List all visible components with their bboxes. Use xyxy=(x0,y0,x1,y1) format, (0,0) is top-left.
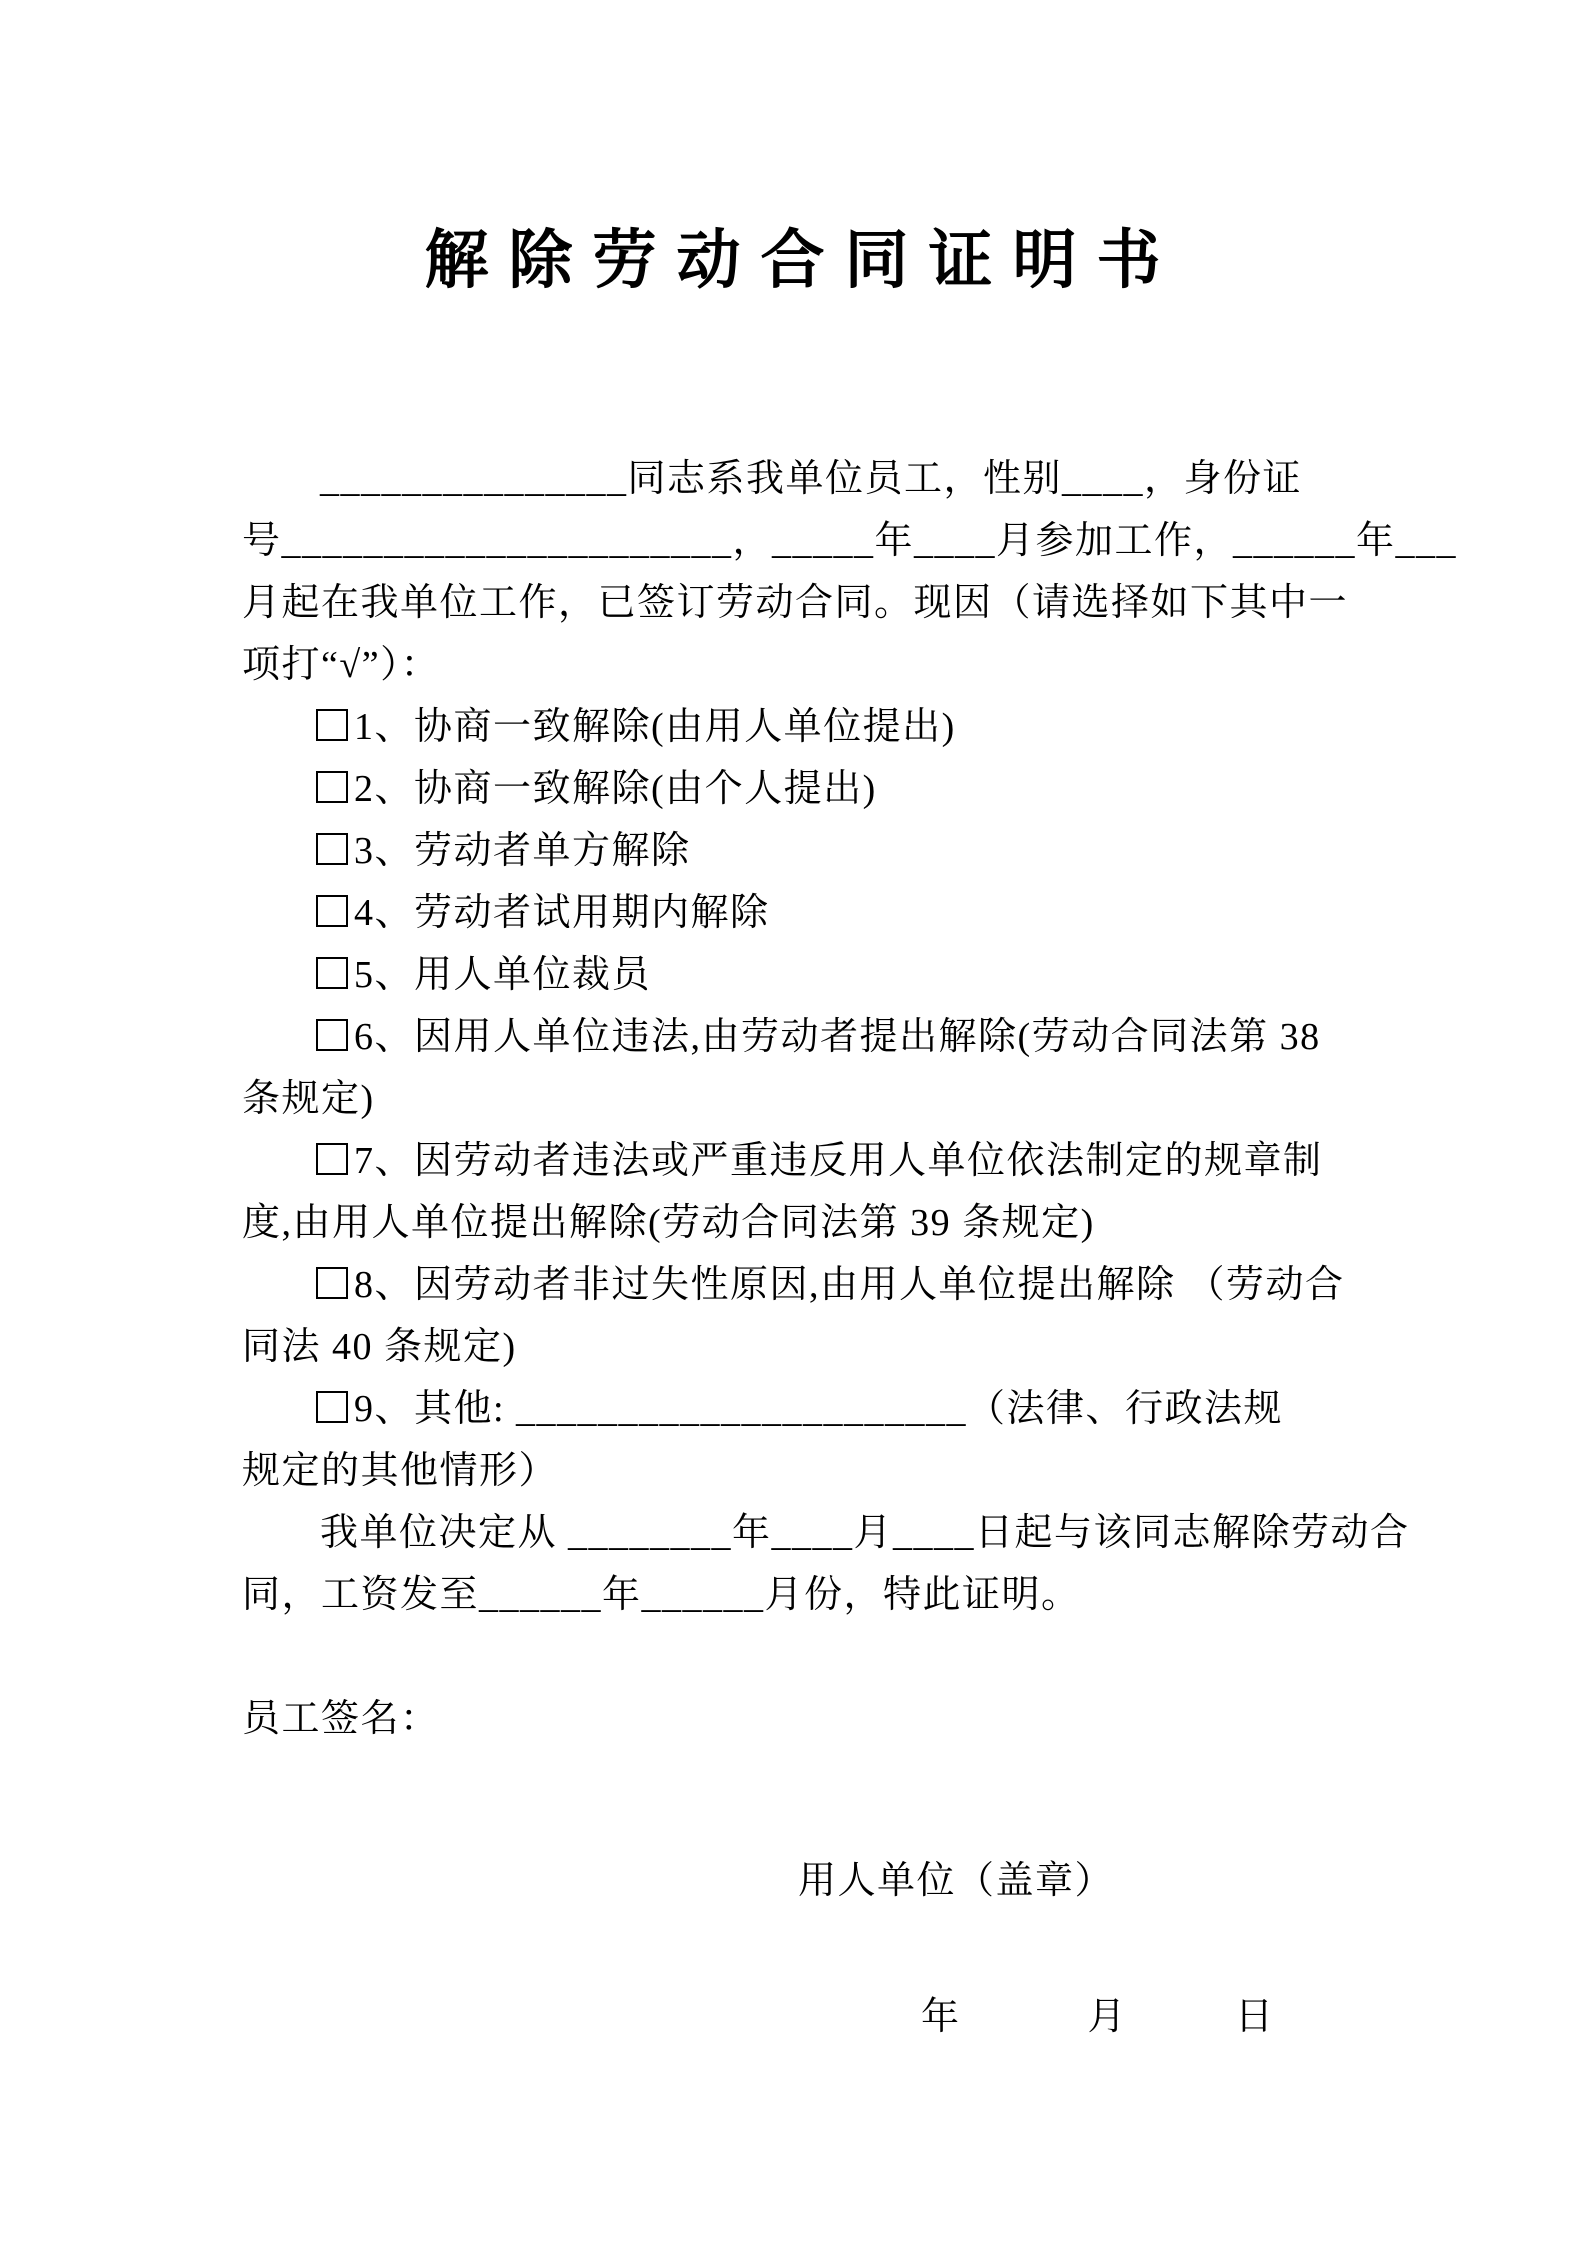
option-4 xyxy=(242,882,1467,944)
option-5-text: 5、用人单位裁员 xyxy=(354,954,652,996)
checkbox-option-5[interactable] xyxy=(316,957,348,989)
option-2 xyxy=(242,758,1467,820)
option-7-cont-text: 度,由用人单位提出解除(劳动合同法第 39 条规定) xyxy=(242,1202,1095,1244)
option-9 xyxy=(242,1378,1467,1440)
body-lines xyxy=(242,448,1467,1626)
checkbox-option-7[interactable] xyxy=(316,1143,348,1175)
decision-line-1 xyxy=(242,1502,1467,1564)
date-year-label: 年 xyxy=(921,1996,961,2038)
intro-line-1 xyxy=(242,448,1467,510)
checkbox-option-3[interactable] xyxy=(316,833,348,865)
option-6-text: 6、因用人单位违法,由劳动者提出解除(劳动合同法第 38 xyxy=(354,1016,1321,1058)
option-1 xyxy=(242,696,1467,758)
option-7-text: 7、因劳动者违法或严重违反用人单位依法制定的规章制 xyxy=(354,1140,1323,1182)
intro-line-4-text: 项打“√”）： xyxy=(242,644,441,686)
option-2-text: 2、协商一致解除(由个人提出) xyxy=(354,768,877,810)
document-body xyxy=(242,448,1467,2048)
option-7-cont xyxy=(242,1192,1467,1254)
option-7 xyxy=(242,1130,1467,1192)
option-8-cont xyxy=(242,1316,1467,1378)
option-8-text: 8、因劳动者非过失性原因,由用人单位提出解除 （劳动合 xyxy=(354,1264,1345,1306)
option-6-cont-text: 条规定) xyxy=(242,1078,375,1120)
date-day-label: 日 xyxy=(1235,1996,1275,2038)
date-line xyxy=(242,1986,1467,2048)
checkbox-option-9[interactable] xyxy=(316,1391,348,1423)
document-title: 解 除 劳 动 合 同 证 明 书 xyxy=(424,225,1163,296)
option-9-cont-text: 规定的其他情形） xyxy=(242,1450,559,1492)
option-1-text: 1、协商一致解除(由用人单位提出) xyxy=(354,706,956,748)
option-3-text: 3、劳动者单方解除 xyxy=(354,830,691,872)
option-6-cont xyxy=(242,1068,1467,1130)
date-month-label: 月 xyxy=(1087,1996,1128,2038)
intro-line-2-text: 号______________________，_____年____月参加工作，______年___ xyxy=(242,520,1458,562)
intro-line-2 xyxy=(242,510,1467,572)
option-4-text: 4、劳动者试用期内解除 xyxy=(354,892,770,934)
intro-line-1-text: _______________同志系我单位员工，性别____，身份证 xyxy=(320,458,1303,500)
employee-signature-label: 员工签名： xyxy=(242,1698,440,1740)
checkbox-option-4[interactable] xyxy=(316,895,348,927)
decision-line-2 xyxy=(242,1564,1467,1626)
option-8 xyxy=(242,1254,1467,1316)
intro-line-3 xyxy=(242,572,1467,634)
checkbox-option-1[interactable] xyxy=(316,709,348,741)
option-6 xyxy=(242,1006,1467,1068)
option-3 xyxy=(242,820,1467,882)
checkbox-option-6[interactable] xyxy=(316,1019,348,1051)
intro-line-4 xyxy=(242,634,1467,696)
checkbox-option-8[interactable] xyxy=(316,1267,348,1299)
checkbox-option-2[interactable] xyxy=(316,771,348,803)
option-9-text: 9、其他: ______________________（法律、行政法规 xyxy=(354,1388,1284,1430)
decision-line-1-text: 我单位决定从 ________年____月____日起与该同志解除劳动合 xyxy=(320,1512,1410,1554)
intro-line-3-text: 月起在我单位工作，已签订劳动合同。现因（请选择如下其中一 xyxy=(242,582,1349,624)
option-9-cont xyxy=(242,1440,1467,1502)
option-5 xyxy=(242,944,1467,1006)
decision-line-2-text: 同，工资发至______年______月份，特此证明。 xyxy=(242,1574,1081,1616)
employer-seal-label: 用人单位（盖章） xyxy=(798,1860,1115,1902)
option-8-cont-text: 同法 40 条规定) xyxy=(242,1326,517,1368)
